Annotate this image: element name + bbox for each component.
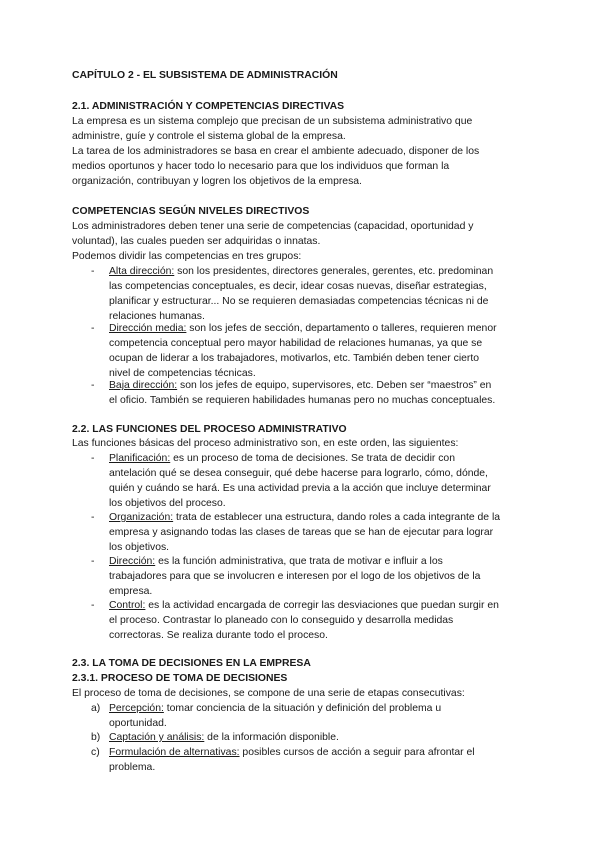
list-item-control [109, 599, 499, 613]
list-text: de la información disponible. [204, 732, 339, 743]
paragraph-line: Podemos dividir las competencias en tres grupos: [72, 251, 302, 262]
list-term: Organización: [109, 512, 174, 523]
list-text: tomar conciencia de la situación y definición del problema u [163, 703, 442, 714]
list-item-baja [109, 379, 491, 393]
bullet-dash: - [91, 266, 95, 277]
list-term: Dirección media: [109, 323, 187, 334]
section-2-1-heading: 2.1. ADMINISTRACIÓN Y COMPETENCIAS DIRECTIVAS [72, 101, 345, 112]
list-line: problema. [109, 762, 156, 773]
list-line: oportunidad. [109, 718, 167, 729]
list-line: empresa. [109, 586, 153, 597]
section-2-3-1-heading: 2.3.1. PROCESO DE TOMA DE DECISIONES [72, 673, 288, 684]
list-line: nivel de competencias técnicas. [109, 368, 256, 379]
list-line: trabajadores para que se involucren e interesen por el logo de los objetivos de la [109, 571, 481, 582]
list-term: Alta dirección: [109, 266, 175, 277]
list-line: relaciones humanas. [109, 311, 205, 322]
list-term: Dirección: [109, 556, 156, 567]
paragraph-line: administre, guíe y controle el sistema global de la empresa. [72, 131, 346, 142]
list-marker: c) [91, 747, 100, 758]
paragraph-line: voluntad), las cuales pueden ser adquiridas o innatas. [72, 236, 321, 247]
list-text: es la función administrativa, que trata de motivar e influir a los [155, 556, 443, 567]
list-line: ocupan de liderar a los trabajadores, motivarlos, etc. También deben tener cierto [109, 353, 480, 364]
list-line: los objetivos. [109, 542, 170, 553]
list-line: planificar y estructurar... No se requieren demasiadas competencias técnicas ni de [109, 296, 489, 307]
list-term: Formulación de alternativas: [109, 747, 240, 758]
list-item-alta [109, 265, 493, 279]
paragraph-line: Los administradores deben tener una serie de competencias (capacidad, oportunidad y [72, 221, 474, 232]
list-text: son los jefes de sección, departamento o talleres, requieren menor [186, 323, 497, 334]
list-line: las competencias conceptuales, es decir, idear cosas nuevas, diseñar estrategias, [109, 281, 487, 292]
list-item-percepcion [109, 702, 441, 716]
list-line: el oficio. También se requieren habilidades humanas pero no muchas conceptuales. [109, 395, 496, 406]
bullet-dash: - [91, 556, 95, 567]
list-marker: a) [91, 703, 101, 714]
list-text: es un proceso de toma de decisiones. Se trata de decidir con [170, 453, 455, 464]
bullet-dash: - [91, 380, 95, 391]
paragraph-line: La tarea de los administradores se basa en crear el ambiente adecuado, disponer de los [72, 146, 480, 157]
bullet-dash: - [91, 512, 95, 523]
bullet-dash: - [91, 600, 95, 611]
chapter-title: CAPÍTULO 2 - EL SUBSISTEMA DE ADMINISTRACIÓN [72, 70, 338, 81]
list-item-planificacion [109, 452, 455, 466]
list-line: empresa y asignando todas las clases de tareas que se han de ejecutar para lograr [109, 527, 494, 538]
list-line: competencia conceptual pero mayor habilidad de relaciones humanas, ya que se [109, 338, 483, 349]
paragraph-line: El proceso de toma de decisiones, se compone de una serie de etapas consecutivas: [72, 688, 465, 699]
list-item-captacion [109, 731, 339, 745]
list-line: correctoras. Se realiza durante todo el proceso. [109, 630, 328, 641]
list-text: trata de establecer una estructura, dando roles a cada integrante de la [173, 512, 501, 523]
list-term: Planificación: [109, 453, 171, 464]
list-text: son los jefes de equipo, supervisores, etc. Deben ser “maestros” en [177, 380, 492, 391]
list-text: posibles cursos de acción a seguir para afrontar el [239, 747, 475, 758]
list-term: Control: [109, 600, 146, 611]
list-line: los objetivos del proceso. [109, 498, 226, 509]
list-line: antelación qué se desea conseguir, qué debe hacerse para lograrlo, cómo, dónde, [109, 468, 488, 479]
list-term: Baja dirección: [109, 380, 178, 391]
list-item-media [109, 322, 497, 336]
list-item-organizacion [109, 511, 500, 525]
list-marker: b) [91, 732, 101, 743]
bullet-dash: - [91, 453, 95, 464]
list-term: Captación y análisis: [109, 732, 205, 743]
list-line: el proceso. Contrastar lo planeado con lo conseguido y desarrolla medidas [109, 615, 454, 626]
paragraph-line: organización, contribuyan y logren los objetivos de la empresa. [72, 176, 362, 187]
list-item-formulacion [109, 746, 475, 760]
section-2-3-heading: 2.3. LA TOMA DE DECISIONES EN LA EMPRESA [72, 658, 311, 669]
bullet-dash: - [91, 323, 95, 334]
competencias-heading: COMPETENCIAS SEGÚN NIVELES DIRECTIVOS [72, 206, 310, 217]
paragraph-line: medios oportunos y hacer todo lo necesario para que los individuos que forman la [72, 161, 450, 172]
list-line: quién y cuándo se hará. Es una actividad previa a la acción que incluye determinar [109, 483, 491, 494]
list-text: son los presidentes, directores generales, gerentes, etc. predominan [174, 266, 494, 277]
paragraph-line: La empresa es un sistema complejo que precisan de un subsistema administrativo que [72, 116, 473, 127]
list-term: Percepción: [109, 703, 164, 714]
paragraph-line: Las funciones básicas del proceso administrativo son, en este orden, las siguientes: [72, 438, 459, 449]
list-item-direccion [109, 555, 443, 569]
list-text: es la actividad encargada de corregir las desviaciones que puedan surgir en [145, 600, 499, 611]
section-2-2-heading: 2.2. LAS FUNCIONES DEL PROCESO ADMINISTRATIVO [72, 424, 347, 435]
